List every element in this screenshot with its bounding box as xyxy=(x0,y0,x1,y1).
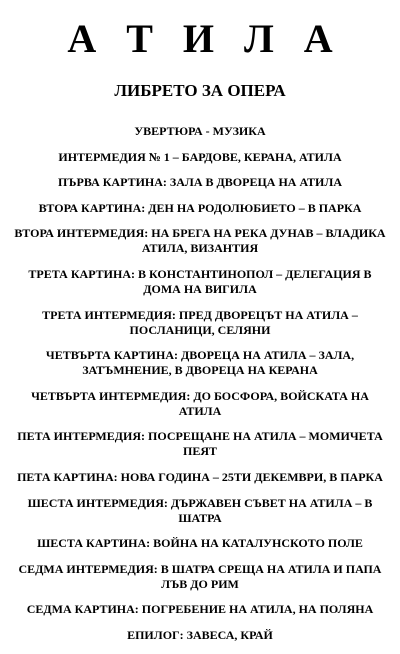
contents-item-interlude-5: ПЕТА ИНТЕРМЕДИЯ: ПОСРЕЩАНЕ НА АТИЛА – МОМИЧЕТА ПЕЯТ xyxy=(17,429,383,459)
contents-item-interlude-2: ВТОРА ИНТЕРМЕДИЯ: НА БРЕГА НА РЕКА ДУНАВ – ВЛАДИКА АТИЛА, ВИЗАНТИЯ xyxy=(14,226,386,256)
contents-item-scene-5: ПЕТА КАРТИНА: НОВА ГОДИНА – 25ТИ ДЕКЕМВРИ, В ПАРКА xyxy=(17,469,383,484)
page-subtitle: ЛИБРЕТО ЗА ОПЕРА xyxy=(114,81,286,100)
contents-item-interlude-4: ЧЕТВЪРТА ИНТЕРМЕДИЯ: ДО БОСФОРА, ВОЙСКАТА НА АТИЛА xyxy=(31,388,369,418)
contents-item-epilogue: ЕПИЛОГ: ЗАВЕСА, КРАЙ xyxy=(127,627,273,642)
contents-item-scene-3: ТРЕТА КАРТИНА: В КОНСТАНТИНОПОЛ – ДЕЛЕГАЦИЯ В ДОМА НА ВИГИЛА xyxy=(28,266,372,296)
contents-item-interlude-6: ШЕСТА ИНТЕРМЕДИЯ: ДЪРЖАВЕН СЪВЕТ НА АТИЛА – В ШАТРА xyxy=(27,495,373,525)
contents-item-interlude-3: ТРЕТА ИНТЕРМЕДИЯ: ПРЕД ДВОРЕЦЪТ НА АТИЛА – ПОСЛАНИЦИ, СЕЛЯНИ xyxy=(42,307,358,337)
contents-item-scene-1: ПЪРВА КАРТИНА: ЗАЛА В ДВОРЕЦА НА АТИЛА xyxy=(57,175,343,190)
contents-item-overture: УВЕРТЮРА - МУЗИКА xyxy=(134,124,266,138)
contents-item-scene-7: СЕДМА КАРТИНА: ПОГРЕБЕНИЕ НА АТИЛА, НА ПОЛЯНА xyxy=(26,602,374,617)
contents-item-interlude-1: ИНТЕРМЕДИЯ № 1 – БАРДОВЕ, КЕРАНА, АТИЛА xyxy=(58,149,342,164)
contents-list xyxy=(14,124,386,654)
contents-item-scene-4: ЧЕТВЪРТА КАРТИНА: ДВОРЕЦА НА АТИЛА – ЗАЛА, ЗАТЪМНЕНИЕ, В ДВОРЕЦА НА КЕРАНА xyxy=(45,348,355,378)
page-title: А Т И Л А xyxy=(67,16,343,61)
contents-item-scene-2: ВТОРА КАРТИНА: ДЕН НА РОДОЛЮБИЕТО – В ПАРКА xyxy=(38,200,362,215)
contents-item-scene-6: ШЕСТА КАРТИНА: ВОЙНА НА КАТАЛУНСКОТО ПОЛЕ xyxy=(37,536,363,551)
contents-item-interlude-7: СЕДМА ИНТЕРМЕДИЯ: В ШАТРА СРЕЩА НА АТИЛА И ПАПА ЛЪВ ДО РИМ xyxy=(18,561,382,591)
